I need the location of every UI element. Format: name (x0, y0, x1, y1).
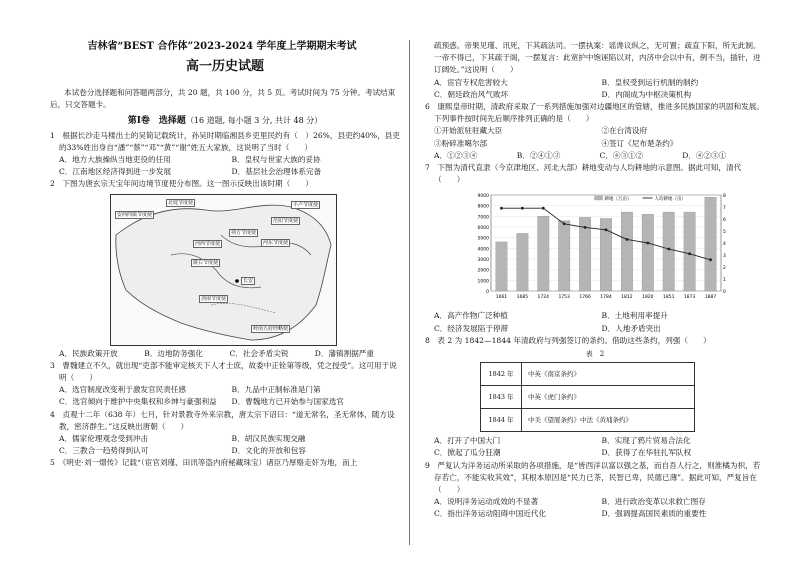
option-d[interactable]: D．文化的开放和包容 (231, 446, 306, 456)
x-tick-label: 1724 (537, 295, 549, 301)
table-row (481, 409, 695, 432)
option-c[interactable]: C．经济发展陷于停滞 (434, 323, 509, 333)
exam-title: 吉林省“BEST 合作体”2023-2024 学年度上学期期末考试 (87, 41, 357, 52)
option-d[interactable]: D．④②③① (682, 150, 727, 160)
legend-swatch-bar (595, 196, 603, 200)
y-left-tick-label: 4000 (477, 247, 489, 253)
map-label: 朔方节度使 (231, 229, 257, 236)
option-d[interactable]: D．内阁成为中枢决策机构 (601, 89, 692, 99)
table-cell-year: 1843 年 (481, 386, 522, 409)
option-a[interactable]: A．高产作物广泛种植 (434, 311, 508, 321)
question-stem: 9 严复认为洋务运动所采取的各项措施，是“皆西洋以富以强之基，而自吾人行之，则淮橘为枳，若存若亡，不能实收其效”，其根本原因是“民力已茶，民智已卑，民德已薄”。据此可知，严复旨在（ ） (425, 460, 761, 495)
option-d[interactable]: D．藩镇割据严重 (314, 348, 374, 358)
option-a[interactable]: A．打开了中国大门 (434, 436, 501, 446)
option-a[interactable]: A．①②③④ (434, 150, 478, 160)
option-a[interactable]: A．民族政策开放 (59, 348, 118, 358)
bar (663, 213, 675, 292)
x-tick-label: 1873 (683, 295, 696, 301)
option-b[interactable]: B．皇权与世家大族的妥协 (231, 155, 321, 165)
x-tick-label: 1685 (516, 295, 529, 301)
y-left-tick-label: 7000 (477, 215, 489, 221)
x-tick-label: 1766 (579, 295, 591, 301)
table-cell-treaty: 中英《虎门条约》 (522, 386, 695, 409)
event-item: ③粉碎准噶尔部 (434, 138, 488, 148)
map-label: 剑南节度使 (201, 295, 227, 302)
line-point (667, 248, 670, 251)
y-right-tick-label: 1 (723, 278, 726, 284)
y-left-tick-label: 8000 (477, 205, 489, 211)
right-column (425, 40, 765, 521)
column-divider (409, 40, 410, 545)
option-d[interactable]: D．曹魏地方已开始参与国家选官 (231, 397, 344, 407)
table-cell-treaty: 中美《望厦条约》中法《黄埔条约》 (522, 409, 695, 432)
question-4 (50, 409, 400, 458)
option-a[interactable]: A．儒家伦理观念受到冲击 (59, 434, 149, 444)
option-b[interactable]: B．实现了鸦片贸易合法化 (601, 436, 691, 446)
question-2-options (50, 348, 400, 360)
section-subtitle: （16 道题, 每小题 3 分, 共计 48 分） (185, 116, 323, 126)
question-stem: 疏预惑。帝果见瑾、讯死，下其疏法司。一摆执案：谣谗议纵之，无可置；疏直下阳，所无此制。一帝不得已，下其疏于阁，一摆复言：此宽护中饱诬陷以对，内济中会以中有，例不当，插针，迸订阔处。”这说明（ ） (434, 41, 761, 75)
left-column (50, 40, 400, 470)
question-stem: 2 下图为唐玄宗天宝年间边境节度使分布图。这一图示反映出该时期（ ） (50, 179, 314, 189)
bar (621, 213, 633, 292)
map-label: 河西节度使 (195, 240, 221, 247)
y-left-tick-label: 3000 (477, 258, 489, 264)
option-d[interactable]: D．人地矛盾突出 (601, 323, 661, 333)
question-2 (50, 178, 400, 190)
section-heading (50, 115, 400, 127)
y-right-tick-label: 6 (723, 218, 726, 224)
question-8-options (425, 435, 765, 459)
legend-label: 人均耕地（亩） (654, 197, 686, 203)
treaty-table (480, 362, 695, 432)
map-label: 平卢节度使 (293, 201, 319, 208)
table-cell-year: 1844 年 (481, 409, 522, 432)
y-left-tick-label: 1000 (477, 279, 489, 285)
event-item: ②在台湾设府 (601, 126, 648, 136)
event-item: ①开始派驻驻藏大臣 (434, 126, 503, 136)
option-c[interactable]: C．指出洋务运动阻碍中国近代化 (434, 509, 547, 519)
map-label: 北庭节度使 (168, 199, 194, 206)
line-point (688, 253, 691, 256)
option-c[interactable]: C．社会矛盾尖锐 (229, 348, 289, 358)
option-d[interactable]: D．获得了在华驻扎军队权 (601, 448, 692, 458)
bar (684, 213, 696, 292)
question-5 (50, 457, 400, 469)
table-row (481, 363, 695, 386)
y-right-tick-label: 2 (723, 266, 726, 272)
bar (705, 198, 717, 292)
question-stem: 4 贞观十二年（638 年）七月，针对景教寺外来宗教，唐太宗下诏曰：“道无常名，圣无常体，随方设教，密济群生。”这反映出唐朝（ ） (50, 409, 395, 431)
x-tick-label: 1753 (558, 295, 570, 301)
line-point (521, 207, 524, 210)
question-5-continued (425, 40, 765, 101)
line-point (626, 238, 629, 241)
question-7 (425, 162, 765, 186)
line-point (605, 229, 608, 232)
x-tick-label: 1784 (600, 295, 612, 301)
y-right-tick-label: 3 (723, 254, 726, 260)
table-cell-year: 1842 年 (481, 363, 522, 386)
y-left-tick-label: 6000 (477, 226, 489, 232)
event-item: ④签订《尼布楚条约》 (601, 138, 678, 148)
line-point (646, 242, 649, 245)
option-b[interactable]: B．进行政治变革以求救亡图存 (601, 497, 706, 507)
option-c[interactable]: C．④③①② (599, 150, 644, 160)
line-point (709, 259, 712, 262)
question-7-options (425, 310, 765, 334)
exam-notice: 本试卷分选择题和问答题两部分，共 20 题，共 100 分，共 5 页。考试时间为 75 分钟。考试结束后，只交答题卡。 (50, 88, 396, 110)
question-stem: 5 《明史·刘一燝传》记载“（宦官刘瑾、田讯等盗内府秘藏珠宝）诸臣乃厚赂走奸为地，而上 (50, 458, 358, 468)
option-b[interactable]: B．九品中正制标准是门第 (231, 385, 321, 395)
y-right-tick-label: 8 (723, 194, 726, 200)
bar (517, 234, 529, 292)
y-left-tick-label: 0 (486, 290, 489, 296)
question-6 (425, 101, 765, 162)
map-label: 陇右节度使 (193, 259, 219, 266)
legend-label: 耕地（万亩） (604, 197, 632, 203)
option-d[interactable]: D．强调提高国民素质的重要性 (601, 509, 707, 519)
y-right-tick-label: 7 (723, 206, 726, 212)
option-b[interactable]: B．土地利用率提升 (601, 311, 668, 321)
y-right-tick-label: 5 (723, 230, 726, 236)
y-right-tick-label: 0 (723, 290, 726, 296)
question-3 (50, 360, 400, 409)
option-a[interactable]: A．选官制度改变利于激发官民责任感 (59, 385, 186, 395)
option-a[interactable]: A．说明洋务运动成效的不显著 (434, 497, 539, 507)
x-tick-label: 1812 (621, 295, 633, 301)
exam-subject-title: 高一历史试题 (185, 59, 264, 74)
x-tick-label: 1820 (642, 295, 654, 301)
option-d[interactable]: D．基层社会治理体系完备 (231, 167, 322, 177)
bar (558, 221, 570, 291)
section-title: 第Ⅰ卷 选择题 (127, 116, 186, 127)
tang-frontier-map (110, 194, 337, 346)
option-a[interactable]: A．地方大族操纵当地吏役的任用 (59, 155, 171, 165)
question-stem: 1 根据长沙走马楼出土的吴简记载统计，孙吴时期临湘县乡吏里民约有（ ）26%，县吏约40%，县吏的33%姓出身自“潘”“蔡”“邓”“黄”“谢”姓五大家族，这说明了当时（ ） (50, 130, 400, 152)
option-b[interactable]: B．②④①③ (516, 150, 561, 160)
line-point (500, 207, 503, 210)
map-label: 安西四镇节度使 (117, 211, 153, 218)
question-1 (50, 130, 400, 179)
bar (642, 215, 654, 292)
option-b[interactable]: B．皇权受到运行机制的制约 (601, 77, 699, 87)
option-c[interactable]: C．三教合一趋势得到认可 (59, 446, 149, 456)
question-stem: 3 曹魏建立不久，就出现“吏部不能审定核天下人才士庶，故委中正铨第等级，凭之授受”。这可用于说明（ ） (50, 360, 397, 383)
option-a[interactable]: A．宦官专权危害较大 (434, 77, 508, 87)
option-b[interactable]: B．胡汉民族实现交融 (231, 434, 306, 444)
map-label: 范阳节度使 (273, 217, 299, 224)
line-point (563, 223, 566, 226)
table-caption: 表 2 (585, 350, 605, 359)
table-row (481, 386, 695, 409)
question-stem: 7 下图为清代直隶（今京津地区、河北大部）耕地变动与人均耕地的示意图。据此可知，清代（ ） (425, 163, 742, 185)
y-left-tick-label: 2000 (477, 269, 489, 275)
y-left-tick-label: 9000 (477, 194, 489, 200)
option-c[interactable]: C．选官倾向于维护中央集权和乡绅与豪强利益 (59, 397, 217, 407)
bar (538, 217, 550, 292)
y-right-tick-label: 4 (723, 242, 726, 248)
bar (496, 242, 507, 291)
option-c[interactable]: C．江南地区经济得到进一步发展 (59, 167, 172, 177)
line-point (542, 207, 545, 210)
x-tick-label: 1661 (495, 295, 508, 301)
question-9 (425, 460, 765, 521)
question-stem: 8 表 2 为 1842—1844 年清政府与列强签订的条约。借助这些条约，列强（ ） (425, 335, 711, 345)
x-tick-label: 1887 (704, 295, 717, 301)
farmland-chart-svg (465, 189, 735, 307)
table-cell-treaty: 中英《南京条约》 (522, 363, 695, 386)
map-label: 岭南五府经略使 (253, 325, 289, 332)
option-c[interactable]: C．朝廷政治风气败坏 (434, 89, 509, 99)
question-stem: 6 康熙皇帝时期，清政府采取了一系列措施加强对边疆地区的管辖，推进多民族国家的巩固和发展。下列事件按时间先后顺序排列正确的是（ ） (425, 102, 764, 124)
map-label: 河东节度使 (263, 239, 289, 246)
line-point (584, 226, 587, 229)
x-tick-label: 1851 (663, 295, 675, 301)
option-b[interactable]: B．边地防务强化 (144, 348, 203, 358)
y-left-tick-label: 5000 (477, 237, 489, 243)
farmland-chart (465, 189, 735, 307)
question-8 (425, 335, 765, 347)
option-c[interactable]: C．掀起了瓜分狂潮 (434, 448, 501, 458)
map-label: 长安 (243, 277, 254, 284)
